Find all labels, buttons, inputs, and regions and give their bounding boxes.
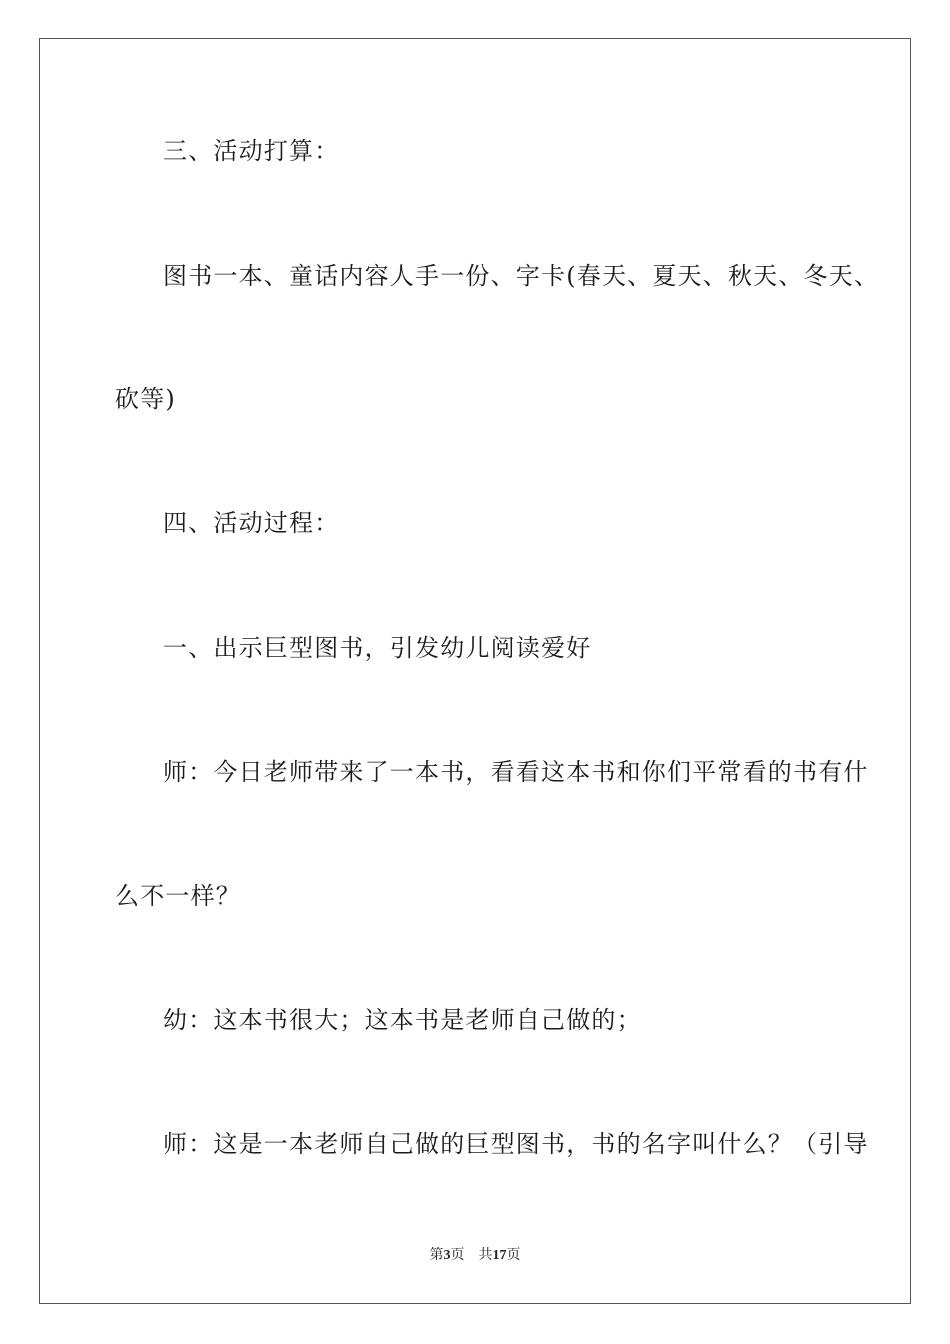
total-pages: 17 — [492, 1248, 507, 1263]
paragraph-line: 砍等) — [115, 385, 176, 413]
total-suffix: 页 — [506, 1248, 521, 1263]
page-number: 3 — [443, 1248, 451, 1263]
paragraph-line: 么不一样？ — [115, 882, 241, 910]
section-heading-process: 四、活动过程： — [163, 509, 340, 537]
paragraph-line: 师：这是一本老师自己做的巨型图书，书的名字叫什么？（引导 — [163, 1130, 869, 1158]
paragraph-line: 师：今日老师带来了一本书，看看这本书和你们平常看的书有什 — [163, 758, 869, 786]
page-prefix: 第 — [429, 1248, 444, 1263]
paragraph-line: 图书一本、童话内容人手一份、字卡(春天、夏天、秋天、冬天、 — [163, 262, 880, 290]
step-heading: 一、出示巨型图书，引发幼儿阅读爱好 — [163, 634, 592, 662]
page-footer — [0, 1247, 950, 1265]
page-suffix: 页 — [450, 1248, 465, 1263]
total-prefix: 共 — [478, 1248, 493, 1263]
paragraph-line: 幼：这本书很大；这本书是老师自己做的； — [163, 1006, 642, 1034]
section-heading-plan: 三、活动打算： — [163, 137, 340, 165]
page-border — [39, 38, 911, 1304]
